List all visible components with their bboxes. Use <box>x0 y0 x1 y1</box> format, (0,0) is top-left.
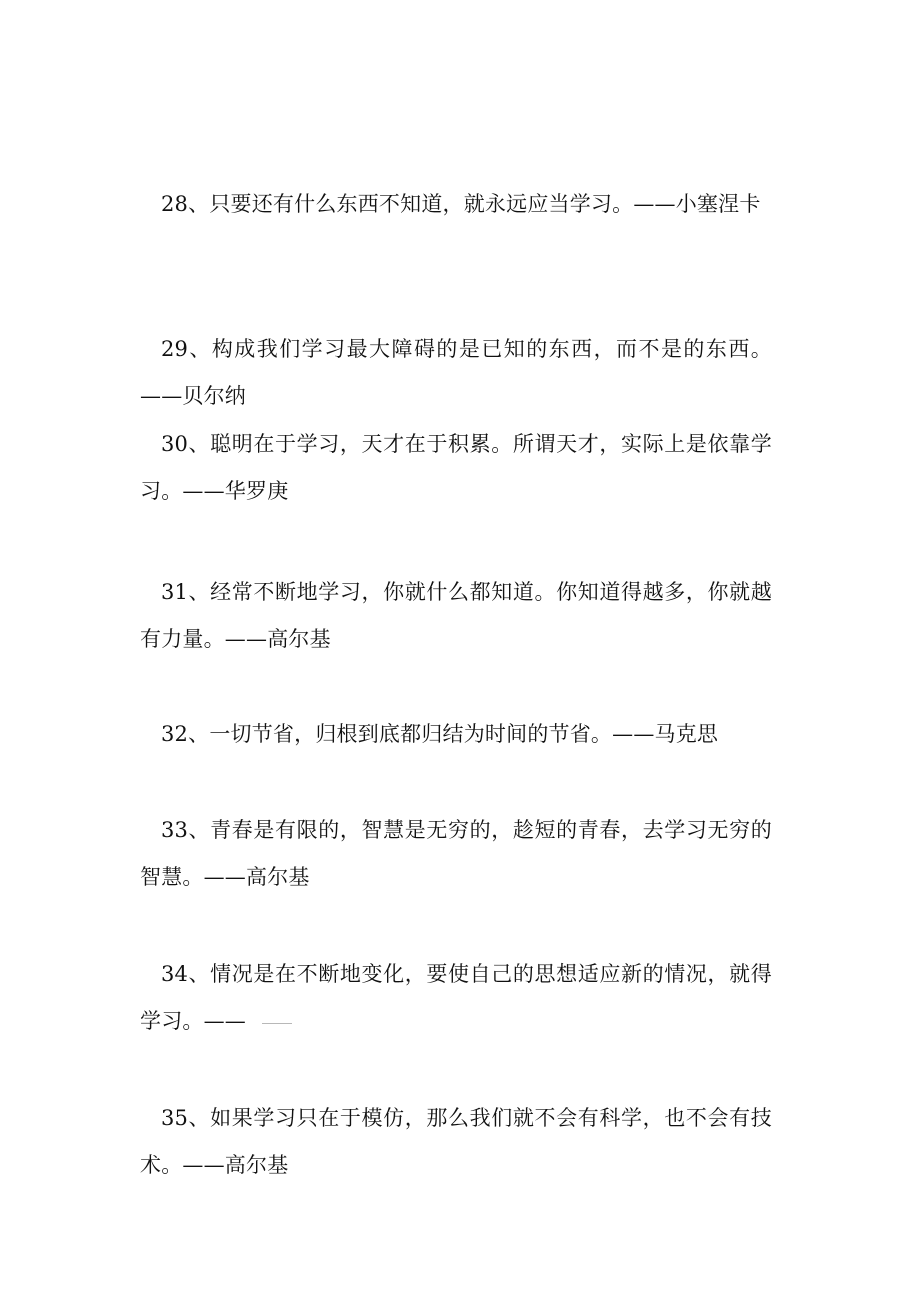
blank-underline <box>262 1022 292 1024</box>
quote-paragraph-33: 33、青春是有限的，智慧是无穷的，趁短的青春，去学习无穷的智慧。——高尔基 <box>140 818 772 889</box>
quote-paragraph-30: 30、聪明在于学习，天才在于积累。所谓天才，实际上是依靠学习。——华罗庚 <box>140 432 772 503</box>
quote-paragraph-34-text: 34、情况是在不断地变化，要使自己的思想适应新的情况，就得学习。—— <box>140 962 772 1033</box>
quote-paragraph-32: 32、一切节省，归根到底都归结为时间的节省。——马克思 <box>161 722 719 746</box>
quote-paragraph-31: 31、经常不断地学习，你就什么都知道。你知道得越多，你就越有力量。——高尔基 <box>140 580 772 651</box>
quote-paragraph-34 <box>140 951 772 1045</box>
quote-paragraph-29: 29、构成我们学习最大障碍的是已知的东西，而不是的东西。——贝尔纳 <box>140 337 772 408</box>
quote-paragraph-28: 28、只要还有什么东西不知道，就永远应当学习。——小塞涅卡 <box>161 192 761 216</box>
quote-paragraph-35: 35、如果学习只在于模仿，那么我们就不会有科学，也不会有技术。——高尔基 <box>140 1106 772 1177</box>
